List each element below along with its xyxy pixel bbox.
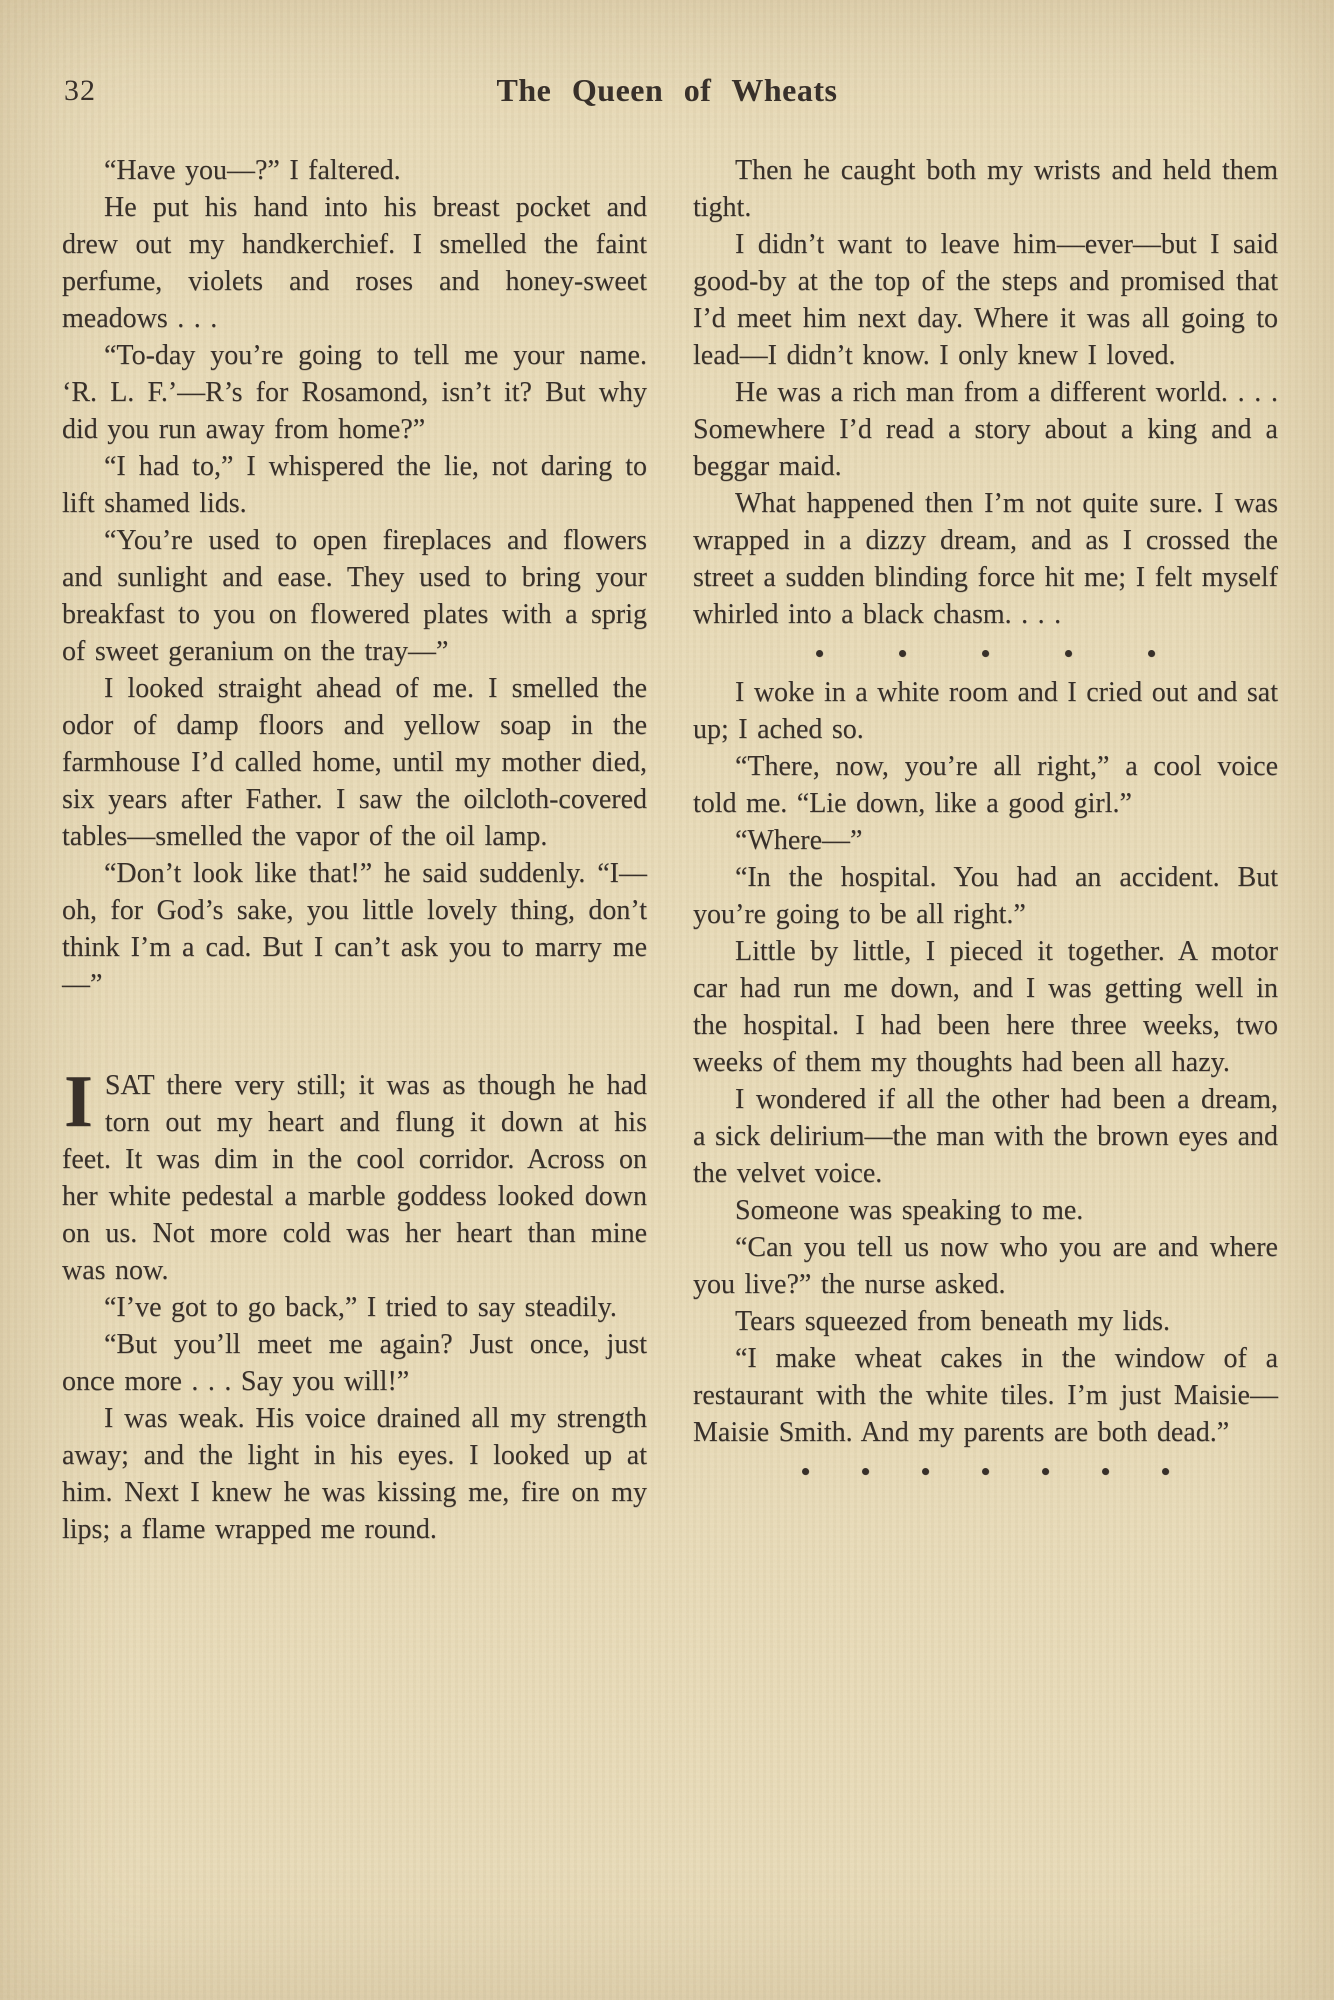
section-break-dots xyxy=(693,1453,1278,1490)
paragraph: “Can you tell us now who you are and where you live?” the nurse asked. xyxy=(693,1232,1278,1300)
paragraph: What happened then I’m not quite sure. I was wrapped in a dizzy dream, and as I crossed the street a sudden blinding force hit me; I felt myself whirled into a black chasm. . . . xyxy=(693,488,1278,630)
paragraph: I was weak. His voice drained all my strength away; and the light in his eyes. I looked up at him. Next I knew he was kissing me, fire on my lips; a flame wrapped me round. xyxy=(62,1403,647,1545)
left-column xyxy=(62,152,647,1548)
page-number: 32 xyxy=(64,74,96,107)
section-opening-paragraph: ISAT there very still; it was as though he had torn out my heart and flung it down at his feet. It was dim in the cool corridor. Across on her white pedestal a marble goddess looked down on us. Not more cold was her heart than mine was now. xyxy=(62,1061,647,1286)
paragraph: “I’ve got to go back,” I tried to say steadily. xyxy=(104,1292,617,1323)
paragraph: I woke in a white room and I cried out and sat up; I ached so. xyxy=(693,677,1279,745)
paragraph: “I make wheat cakes in the window of a restaurant with the white tiles. I’m just Maisie—Maisie Smith. And my parents are both dead.” xyxy=(693,1343,1278,1448)
paragraph: I didn’t want to leave him—ever—but I said good-by at the top of the steps and promised that I’d meet him next day. Where it was all going to lead—I didn’t know. I only knew I loved. xyxy=(693,229,1278,371)
separator-dot xyxy=(862,1468,869,1475)
separator-dot xyxy=(982,650,989,657)
paragraph: “In the hospital. You had an accident. But you’re going to be all right.” xyxy=(693,862,1278,930)
paragraph: “To-day you’re going to tell me your name. ‘R. L. F.’—R’s for Rosamond, isn’t it? But why did you run away from home?” xyxy=(62,340,647,445)
paragraph: “There, now, you’re all right,” a cool voice told me. “Lie down, like a good girl.” xyxy=(693,751,1278,819)
separator-dot xyxy=(982,1468,989,1475)
separator-dot xyxy=(922,1468,929,1475)
paragraph: “Don’t look like that!” he said suddenly. “I—oh, for God’s sake, you little lovely thing, don’t think I’m a cad. But I can’t ask you to marry me—” xyxy=(62,858,647,1000)
paragraph: Tears squeezed from beneath my lids. xyxy=(735,1306,1171,1337)
paragraph: He put his hand into his breast pocket and drew out my handkerchief. I smelled the faint perfume, violets and roses and honey-sweet meadows . . . xyxy=(62,192,647,334)
separator-dot xyxy=(802,1468,809,1475)
paragraph: Little by little, I pieced it together. A motor car had run me down, and I was getting well in the hospital. I had been here three weeks, two weeks of them my thoughts had been all hazy. xyxy=(693,936,1278,1078)
paragraph: Then he caught both my wrists and held them tight. xyxy=(693,155,1278,223)
paragraph: “Where—” xyxy=(735,825,863,856)
separator-dot xyxy=(1162,1468,1169,1475)
right-column xyxy=(693,152,1278,1548)
section-break-dots xyxy=(693,635,1278,672)
separator-dot xyxy=(899,650,906,657)
separator-dot xyxy=(1148,650,1155,657)
paragraph: “But you’ll meet me again? Just once, just once more . . . Say you will!” xyxy=(62,1329,647,1397)
paragraph: “Have you—?” I faltered. xyxy=(104,155,401,186)
running-title: The Queen of Wheats xyxy=(496,72,838,108)
separator-dot xyxy=(816,650,823,657)
paragraph: I wondered if all the other had been a dream, a sick delirium—the man with the brown eyes and the velvet voice. xyxy=(693,1084,1278,1189)
separator-dot xyxy=(1042,1468,1049,1475)
text-columns xyxy=(0,118,1334,1548)
separator-dot xyxy=(1065,650,1072,657)
paragraph: I looked straight ahead of me. I smelled the odor of damp floors and yellow soap in the farmhouse I’d called home, until my mother died, six years after Father. I saw the oilcloth-covered tables—smelled the vapor of the oil lamp. xyxy=(62,673,647,852)
paragraph: He was a rich man from a different world. . . . Somewhere I’d read a story about a king and a beggar maid. xyxy=(693,377,1278,482)
drop-cap-initial: I xyxy=(64,1061,93,1143)
separator-dot xyxy=(1102,1468,1109,1475)
paragraph: Someone was speaking to me. xyxy=(735,1195,1084,1226)
page-header xyxy=(0,0,1334,118)
paragraph: “You’re used to open fireplaces and flowers and sunlight and ease. They used to bring your breakfast to you on flowered plates with a sprig of sweet geranium on the tray—” xyxy=(62,525,647,667)
paragraph: “I had to,” I whispered the lie, not daring to lift shamed lids. xyxy=(62,451,647,519)
